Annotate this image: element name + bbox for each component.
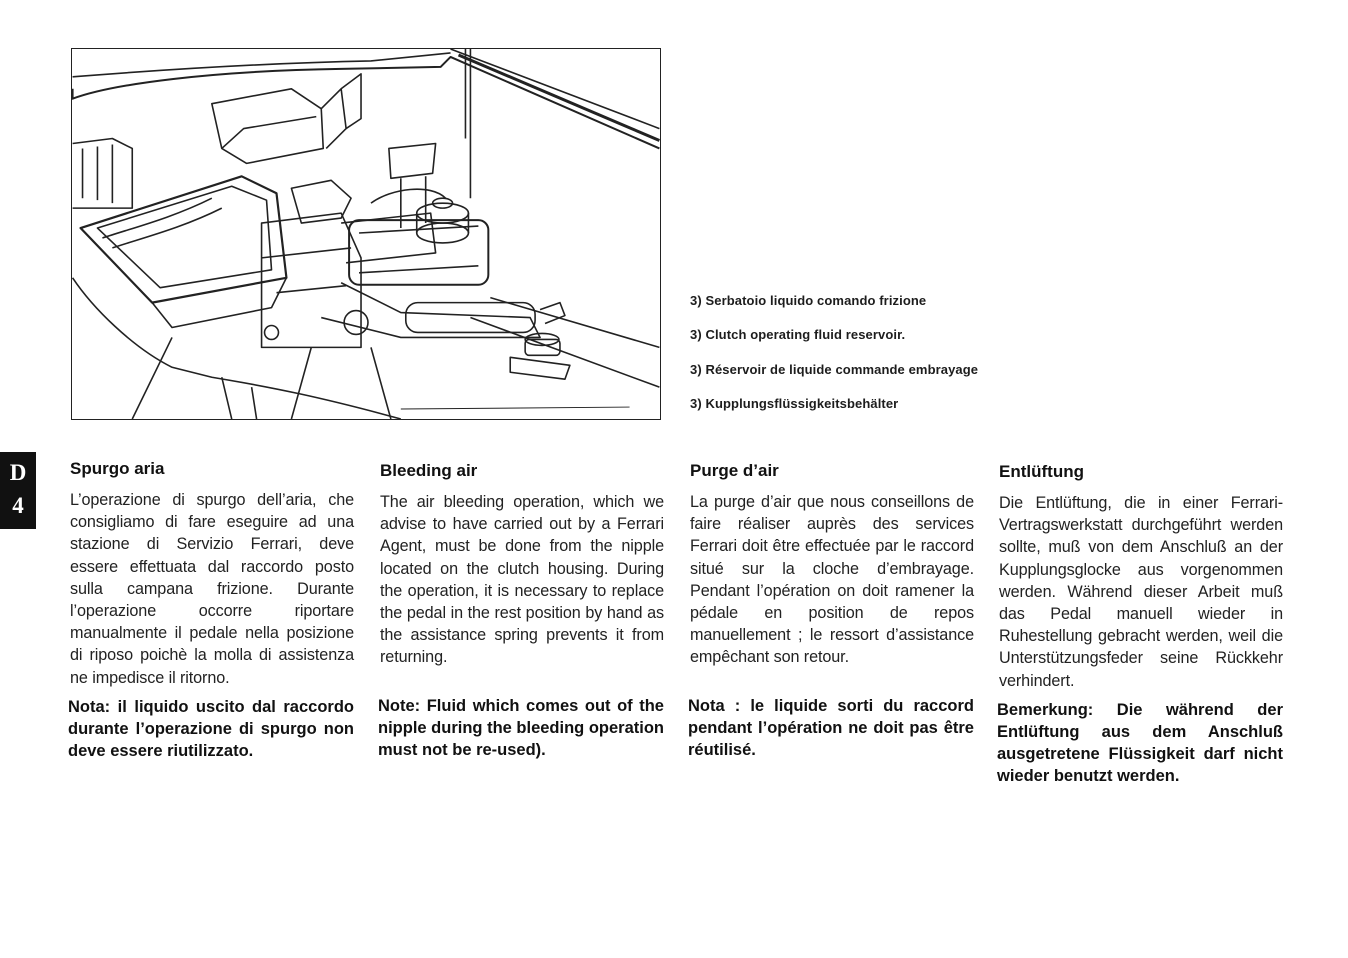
section-tab-number: 4 [12,493,24,518]
figure-captions [690,292,1050,429]
column-italian [70,458,354,762]
note-italian: Nota: il liquido uscito dal raccordo durante l’operazione di spurgo non deve essere riutilizzato. [68,697,354,760]
body-french: La purge d’air que nous conseillons de faire réaliser auprès des services Ferrari doit être effectuée par le raccord situé sur la cloche d’embrayage. Pendant l’opération on doit ramener la pédale en position de repos manuellement ; le ressort d’assistance empêchant son retour. [690,493,974,667]
heading-italian: Spurgo aria [70,459,165,478]
caption-italian: 3) Serbatoio liquido comando frizione [690,293,927,308]
note-english: Note: Fluid which comes out of the nipple during the bleeding operation must not be re-used). [378,696,664,759]
column-english [380,460,664,761]
caption-french: 3) Réservoir de liquide commande embrayage [690,361,979,377]
clutch-master-cylinder-drawing [72,49,660,419]
column-french [690,460,974,761]
heading-english: Bleeding air [380,461,478,480]
caption-german: 3) Kupplungsflüssigkeitsbehälter [690,395,899,411]
body-italian: L’operazione di spurgo dell’aria, che consigliamo di fare eseguire ad una stazione di Servizio Ferrari, deve essere effettuata dal raccordo posto sulla campana frizione. Durante l’operazione occorre riportare manualmente il pedale nella posizione di riposo poichè la molla di assistenza ne impedisce il ritorno. [70,491,354,687]
section-tab-letter: D [9,460,27,485]
column-german [999,461,1283,787]
body-german: Die Entlüftung, die in einer Ferrari-Vertragswerkstatt durchgeführt werden sollte, muß von dem Anschluß an der Kupplungsglocke aus vorgenommen werden. Während dieser Arbeit muß das Pedal manuell wieder in Ruhestellung gebracht werden, weil die Unterstützungsfeder seine Rückkehr verhindert. [999,494,1283,690]
note-french: Nota : le liquide sorti du raccord pendant l’opération ne doit pas être réutilisé. [688,696,974,759]
note-german: Bemerkung: Die während der Entlüftung aus dem Anschluß ausgetretene Flüssigkeit darf nicht wieder benutzt werden. [997,700,1283,785]
section-tab [0,452,36,529]
clutch-reservoir-illustration [71,48,661,420]
body-english: The air bleeding operation, which we advise to have carried out by a Ferrari Agent, must be done from the nipple located on the clutch housing. During the operation, it is necessary to replace the pedal in the rest position by hand as the assistance spring prevents it from returning. [380,493,664,667]
caption-english: 3) Clutch operating fluid reservoir. [690,327,906,343]
heading-french: Purge d’air [690,461,779,480]
heading-german: Entlüftung [999,462,1084,481]
